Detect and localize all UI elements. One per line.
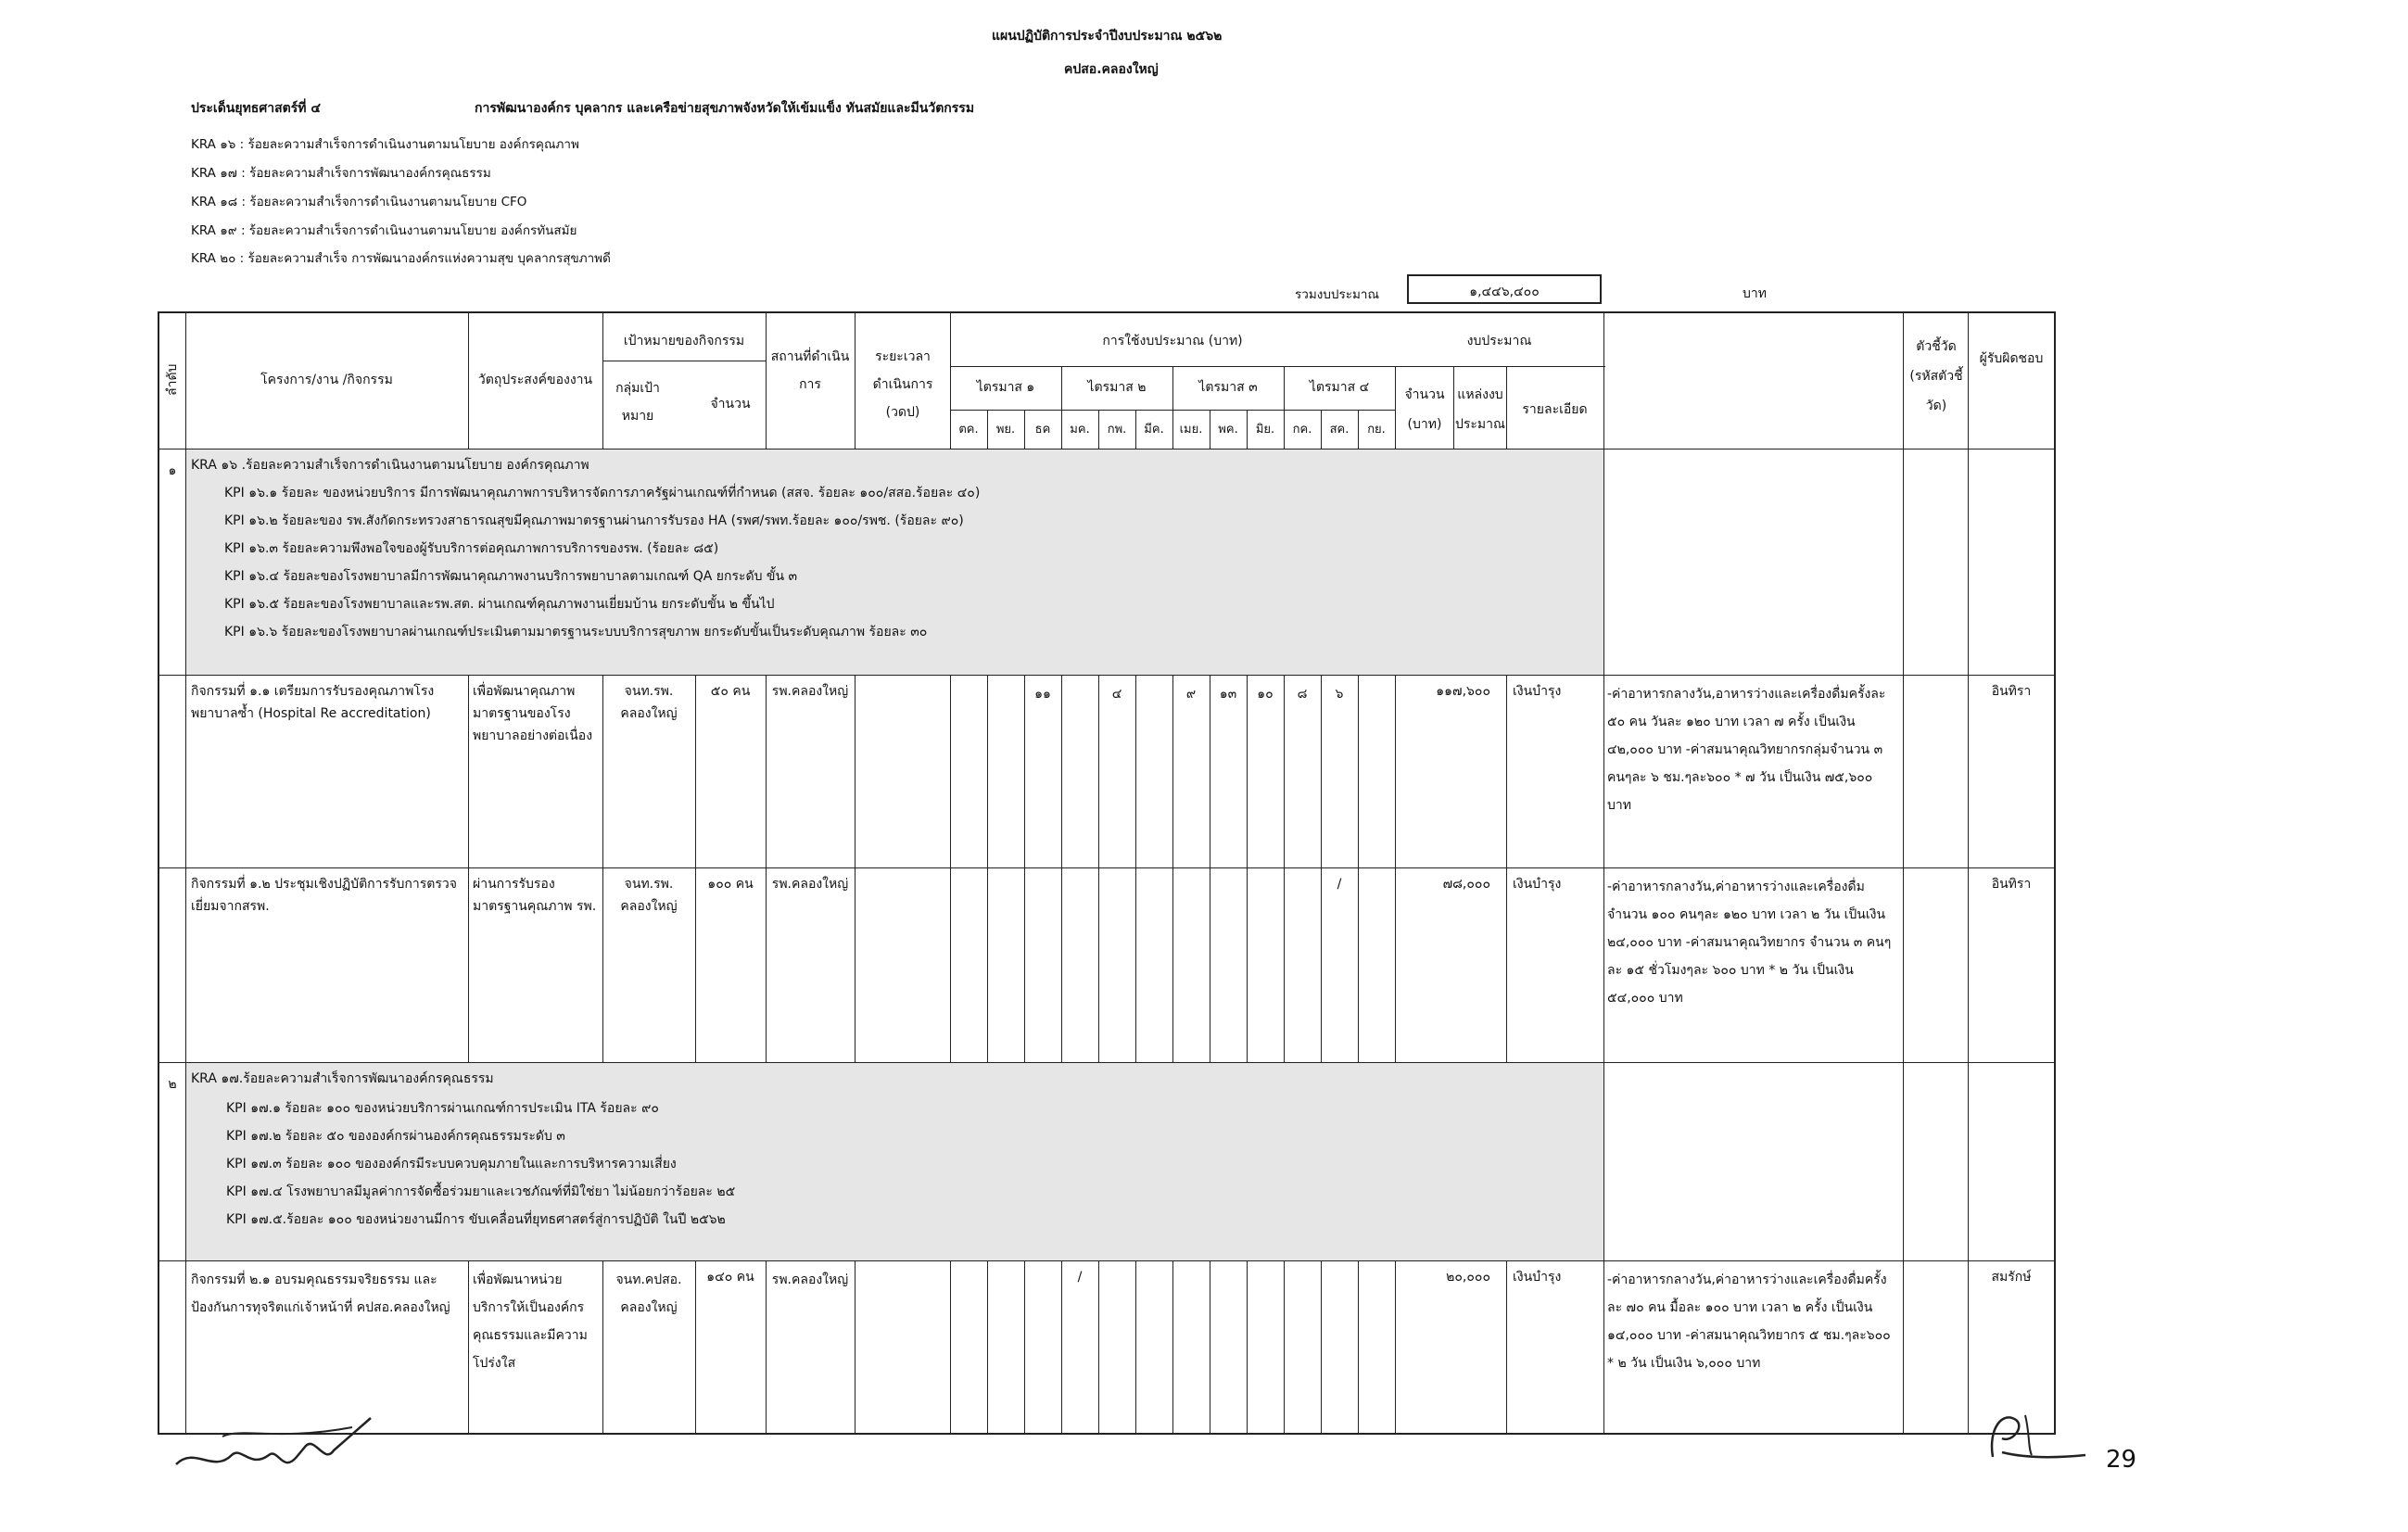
activity-objective: เพื่อพัฒนาหน่วยบริการให้เป็นองค์กรคุณธรรมและมีความโปร่งใส [473, 1272, 588, 1371]
col-owner-header: ผู้รับผิดชอบ [1979, 351, 2044, 366]
activity-name: กิจกรรมที่ ๑.๒ ประชุมเชิงปฏิบัติการรับการตรวจเยี่ยมจากสรพ. [191, 877, 457, 914]
activity-target-group: จนท.คปสอ. คลองใหญ่ [615, 1272, 682, 1315]
total-budget-unit: บาท [1743, 286, 1767, 301]
activity-target-amount: ๑๐๐ คน [707, 877, 754, 892]
month-mark: ๙ [1185, 687, 1197, 702]
activity-owner: อินทิรา [1991, 684, 2032, 699]
month-mark: / [1337, 877, 1342, 892]
total-budget-value: ๑,๔๔๖,๔๐๐ [1469, 285, 1540, 299]
quarter-2-header: ไตรมาส ๒ [1087, 380, 1147, 395]
activity-source: เงินบำรุง [1513, 684, 1562, 699]
month-mark: ๑๑ [1034, 687, 1051, 702]
kpi-line: KPI ๑๖.๖ ร้อยละของโรงพยาบาลผ่านเกณฑ์ประเมินตามมาตรฐานระบบบริการสุขภาพ ยกระดับขั้นเป็นระดับคุณภาพ ร้อยละ ๓๐ [224, 625, 928, 639]
col-budget-header: งบประมาณ [1466, 334, 1532, 348]
activity-objective: เพื่อพัฒนาคุณภาพมาตรฐานของโรงพยาบาลอย่างต่อเนื่อง [473, 684, 593, 743]
activity-budget: ๗๘,๐๐๐ [1442, 877, 1490, 892]
page-number: 29 [2106, 1446, 2137, 1474]
activity-target-amount: ๑๔๐ คน [706, 1270, 754, 1285]
activity-target-amount: ๕๐ คน [710, 684, 751, 699]
signature-left [167, 1390, 389, 1483]
kra-line: KRA ๒๐ : ร้อยละความสำเร็จ การพัฒนาองค์กรแห่งความสุข บุคลากรสุขภาพดี [191, 251, 611, 266]
activity-place: รพ.คลองใหญ่ [771, 684, 849, 699]
month-header: พย. [995, 423, 1016, 437]
activity-target-group: จนท.รพ. คลองใหญ่ [620, 877, 678, 914]
total-budget-label: รวมงบประมาณ [1295, 287, 1379, 302]
month-mark: ๘ [1297, 687, 1308, 702]
activity-detail: -ค่าอาหารกลางวัน,อาหารว่างและเครื่องดื่มครั้งละ ๕๐ คน วันละ ๑๒๐ บาท เวลา ๗ ครั้ง เป็นเงิน ๔๒,๐๐๐ บาท -ค่าสมนาคุณวิทยากรกลุ่มจำนวน ๓ คนๆละ ๖ ชม.ๆละ๖๐๐ * ๗ วัน เป็นเงิน ๗๕,๖๐๐ บาท [1607, 687, 1886, 813]
month-header: เมย. [1179, 423, 1203, 437]
col-place-header: สถานที่ดำเนินการ [770, 349, 850, 392]
col-source-header: แหล่งงบประมาณ [1455, 387, 1506, 432]
col-period-header: ระยะเวลาดำเนินการ (วดป) [872, 349, 933, 420]
month-header: กค. [1292, 423, 1312, 437]
col-amount-header: จำนวน (บาท) [1404, 387, 1445, 432]
col-detail-header: รายละเอียด [1522, 402, 1588, 417]
kpi-line: KPI ๑๗.๓ ร้อยละ ๑๐๐ ขององค์กรมีระบบควบคุมภายในและการบริหารความเสี่ยง [226, 1157, 677, 1171]
month-header: มค. [1070, 423, 1090, 437]
activity-source: เงินบำรุง [1513, 1270, 1562, 1285]
strategy-text: การพัฒนาองค์กร บุคลากร และเครือข่ายสุขภาพจังหวัดให้เข้มแข็ง ทันสมัยและมีนวัตกรรม [475, 101, 975, 116]
kra-line: KRA ๑๖ : ร้อยละความสำเร็จการดำเนินงานตามนโยบาย องค์กรคุณภาพ [191, 137, 579, 152]
section-title: KRA ๑๖ .ร้อยละความสำเร็จการดำเนินงานตามนโยบาย องค์กรคุณภาพ [191, 458, 589, 473]
kra-line: KRA ๑๙ : ร้อยละความสำเร็จการดำเนินงานตามนโยบาย องค์กรทันสมัย [191, 223, 577, 238]
quarter-4-header: ไตรมาส ๔ [1309, 380, 1370, 395]
kpi-line: KPI ๑๖.๑ ร้อยละ ของหน่วยบริการ มีการพัฒนาคุณภาพการบริหารจัดการภาครัฐผ่านเกณฑ์ที่กำหนด (สสจ. ร้อยละ ๑๐๐/สสอ.ร้อยละ ๔๐) [224, 486, 981, 500]
activity-source: เงินบำรุง [1513, 877, 1562, 892]
quarter-3-header: ไตรมาส ๓ [1198, 380, 1258, 395]
section-no: ๒ [168, 1077, 177, 1092]
col-target-group-header: กลุ่มเป้าหมาย [615, 381, 660, 424]
strategy-label: ประเด็นยุทธศาสตร์ที่ ๔ [191, 101, 321, 116]
kpi-line: KPI ๑๗.๕.ร้อยละ ๑๐๐ ของหน่วยงานมีการ ขับเคลื่อนที่ยุทธศาสตร์สู่การปฏิบัติ ในปี ๒๕๖๒ [226, 1212, 726, 1227]
activity-name: กิจกรรมที่ ๒.๑ อบรมคุณธรรมจริยธรรม และป้องกันการทุจริตแก่เจ้าหน้าที่ คปสอ.คลองใหญ่ [191, 1272, 450, 1315]
activity-budget: ๒๐,๐๐๐ [1446, 1270, 1490, 1285]
activity-detail: -ค่าอาหารกลางวัน,ค่าอาหารว่างและเครื่องดื่ม จำนวน ๑๐๐ คนๆละ ๑๒๐ บาท เวลา ๒ วัน เป็นเงิน ๒๔,๐๐๐ บาท -ค่าสมนาคุณวิทยากร จำนวน ๓ คนๆละ ๑๕ ชั่วโมงๆละ ๖๐๐ บาท * ๒ วัน เป็นเงิน ๕๔,๐๐๐ บาท [1607, 880, 1892, 1006]
activity-owner: สมรักษ์ [1991, 1270, 2032, 1285]
activity-place: รพ.คลองใหญ่ [771, 1272, 849, 1287]
document-title: แผนปฏิบัติการประจำปีงบประมาณ ๒๕๖๒ [992, 29, 1223, 44]
month-header: สค. [1329, 423, 1350, 437]
total-budget-box [1407, 274, 1602, 304]
month-header: กย. [1367, 423, 1386, 437]
activity-owner: อินทิรา [1991, 877, 2032, 892]
activity-name: กิจกรรมที่ ๑.๑ เตรียมการรับรองคุณภาพโรงพยาบาลซ้ำ (Hospital Re accreditation) [191, 684, 435, 721]
col-no-header: ลำดับ [165, 363, 180, 397]
month-mark: ๑๐ [1257, 687, 1274, 702]
col-target-amount-header: จำนวน [710, 397, 751, 411]
section-title: KRA ๑๗.ร้อยละความสำเร็จการพัฒนาองค์กรคุณธรรม [191, 1071, 494, 1086]
month-header: ธค [1034, 423, 1051, 437]
month-header: พค. [1218, 423, 1238, 437]
kpi-line: KPI ๑๗.๒ ร้อยละ ๕๐ ขององค์กรผ่านองค์กรคุณธรรมระดับ ๓ [226, 1129, 565, 1144]
kpi-line: KPI ๑๖.๕ ร้อยละของโรงพยาบาลและรพ.สต. ผ่านเกณฑ์คุณภาพงานเยี่ยมบ้าน ยกระดับขั้น ๒ ขึ้นไป [224, 597, 775, 612]
month-header: มีค. [1144, 423, 1164, 437]
activity-objective: ผ่านการรับรองมาตรฐานคุณภาพ รพ. [473, 877, 597, 914]
unit-name: คปสอ.คลองใหญ่ [1064, 62, 1159, 77]
kpi-line: KPI ๑๖.๓ ร้อยละความพึงพอใจของผู้รับบริการต่อคุณภาพการบริการของรพ. (ร้อยละ ๘๕) [224, 541, 719, 556]
kpi-line: KPI ๑๗.๔ โรงพยาบาลมีมูลค่าการจัดซื้อร่วมยาและเวชภัณฑ์ที่มิใช่ยา ไม่น้อยกว่าร้อยละ ๒๕ [226, 1184, 736, 1199]
month-mark: ๔ [1111, 687, 1122, 702]
kpi-line: KPI ๑๖.๒ ร้อยละของ รพ.สังกัดกระทรวงสาธารณสุขมีคุณภาพมาตรฐานผ่านการรับรอง HA (รพศ/รพท.ร้อยละ ๑๐๐/รพช. (ร้อยละ ๙๐) [224, 513, 964, 528]
month-mark: / [1077, 1270, 1083, 1285]
col-target-header: เป้าหมายของกิจกรรม [623, 334, 745, 348]
kpi-line: KPI ๑๗.๑ ร้อยละ ๑๐๐ ของหน่วยบริการผ่านเกณฑ์การประเมิน ITA ร้อยละ ๙๐ [226, 1101, 659, 1116]
activity-detail: -ค่าอาหารกลางวัน,ค่าอาหารว่างและเครื่องดื่มครั้งละ ๗๐ คน มื้อละ ๑๐๐ บาท เวลา ๒ ครั้ง เป็นเงิน ๑๔,๐๐๐ บาท -ค่าสมนาคุณวิทยากร ๕ ชม.ๆละ๖๐๐ * ๒ วัน เป็นเงิน ๖,๐๐๐ บาท [1607, 1272, 1891, 1371]
activity-place: รพ.คลองใหญ่ [771, 877, 849, 892]
month-header: ตค. [958, 423, 979, 437]
kra-line: KRA ๑๗ : ร้อยละความสำเร็จการพัฒนาองค์กรคุณธรรม [191, 166, 491, 181]
col-project-header: โครงการ/งาน /กิจกรรม [260, 373, 393, 387]
month-header: มิย. [1255, 423, 1275, 437]
month-mark: ๑๓ [1219, 687, 1237, 702]
kra-line: KRA ๑๘ : ร้อยละความสำเร็จการดำเนินงานตามนโยบาย CFO [191, 195, 527, 209]
section-no: ๑ [168, 463, 177, 478]
col-budget-use-header: การใช้งบประมาณ (บาท) [1102, 334, 1243, 348]
activity-budget: ๑๑๗,๖๐๐ [1436, 684, 1490, 699]
kpi-line: KPI ๑๖.๔ ร้อยละของโรงพยาบาลมีการพัฒนาคุณภาพงานบริการพยาบาลตามเกณฑ์ QA ยกระดับ ขั้น ๓ [224, 569, 798, 584]
month-header: กพ. [1107, 423, 1127, 437]
col-indicator-header: ตัวชี้วัด (รหัสตัวชี้วัด) [1909, 339, 1963, 413]
activity-target-group: จนท.รพ. คลองใหญ่ [620, 684, 678, 721]
signature-right [1974, 1401, 2104, 1475]
month-mark: ๖ [1335, 687, 1344, 702]
col-objective-header: วัตถุประสงค์ของงาน [477, 373, 593, 387]
quarter-1-header: ไตรมาส ๑ [976, 380, 1035, 395]
